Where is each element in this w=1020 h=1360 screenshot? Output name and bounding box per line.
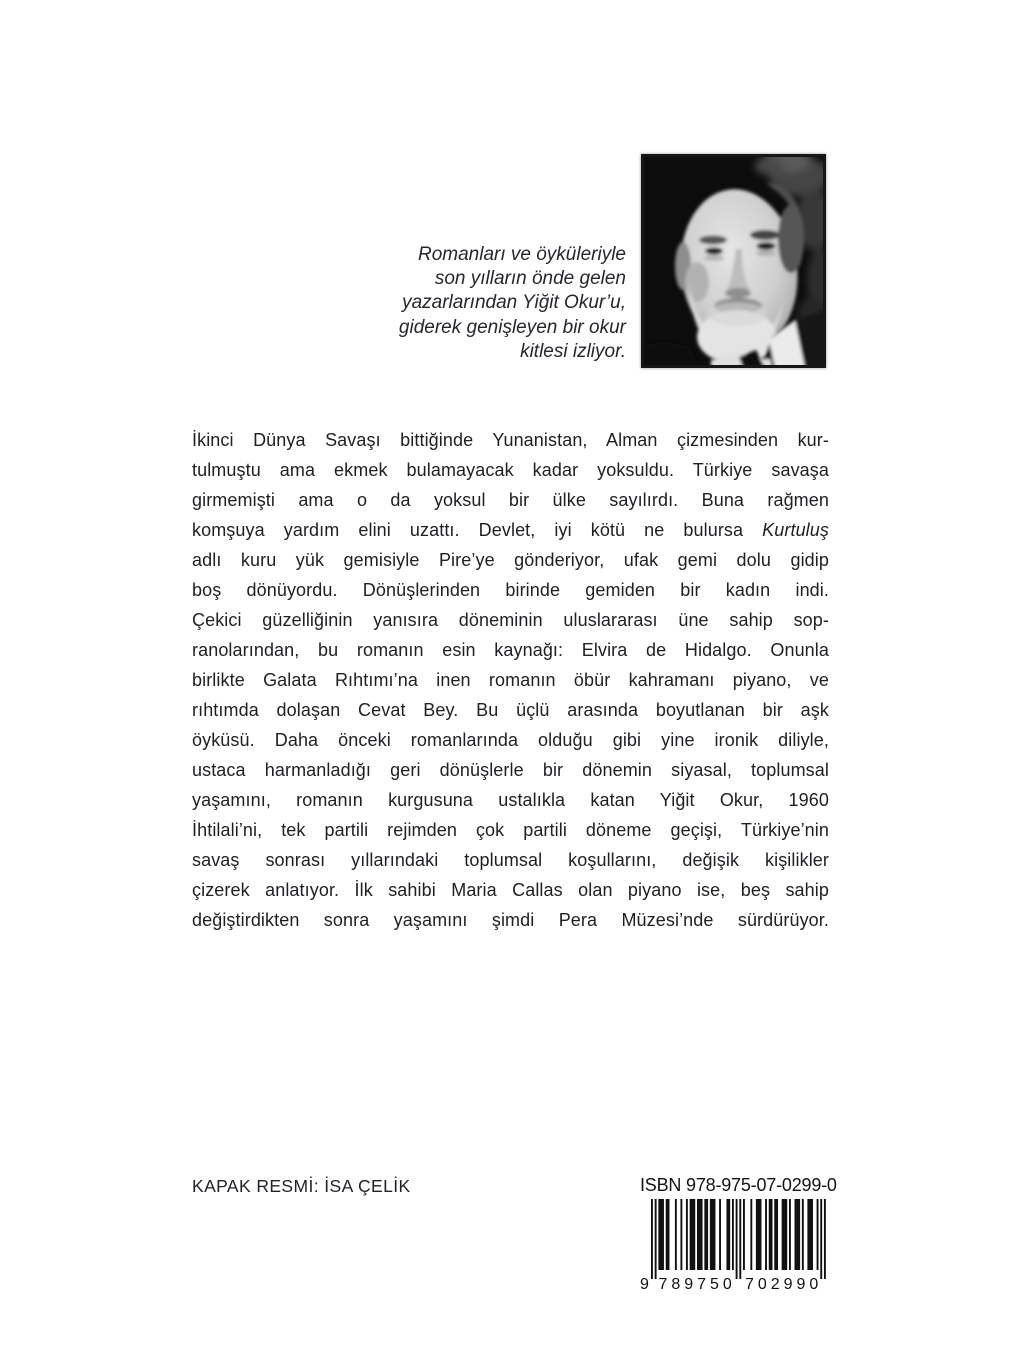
- paragraph-line: İhtilali’ni, tek partili rejimden çok partili döneme geçişi, Türkiye’nin: [192, 820, 829, 840]
- author-photo: [641, 154, 826, 368]
- svg-text:5: 5: [710, 1276, 719, 1292]
- paragraph-line: Çekici güzelliğinin yanısıra döneminin uluslararası üne sahip sop-: [192, 610, 829, 630]
- svg-text:0: 0: [722, 1276, 732, 1292]
- paragraph-line: boş dönüyordu. Dönüşlerinden birinde gemiden bir kadın indi.: [192, 580, 829, 600]
- intro-line: kitlesi izliyor.: [520, 340, 626, 362]
- paragraph-line: komşuya yardım elini uzattı. Devlet, iyi kötü ne bulursa Kurtuluş: [192, 520, 829, 540]
- paragraph-line: girmemişti ama o da yoksul bir ülke sayılırdı. Buna rağmen: [192, 490, 829, 510]
- paragraph-line: yaşamını, romanın kurgusuna ustalıkla katan Yiğit Okur, 1960: [192, 790, 829, 810]
- author-portrait-image: [641, 154, 826, 368]
- svg-text:7: 7: [658, 1276, 668, 1292]
- ean13-barcode-image: [640, 1199, 830, 1292]
- cover-credit: KAPAK RESMİ: İSA ÇELİK: [192, 1176, 411, 1196]
- intro-line: yazarlarından Yiğit Okur’u,: [402, 292, 626, 314]
- paragraph-line: ranolarından, bu romanın esin kaynağı: Elvira de Hidalgo. Onunla: [192, 640, 829, 660]
- isbn-label: ISBN 978-975-07-0299-0: [640, 1175, 837, 1195]
- paragraph-line: savaş sonrası yıllarındaki toplumsal koşullarını, değişik kişilikler: [192, 850, 829, 870]
- paragraph-line: çizerek anlatıyor. İlk sahibi Maria Callas olan piyano ise, beş sahip: [192, 880, 829, 900]
- paragraph-line: İkinci Dünya Savaşı bittiğinde Yunanistan, Alman çizmesinden kur-: [192, 430, 829, 450]
- paragraph-line: değiştirdikten sonra yaşamını şimdi Pera Müzesi’nde sürdürüyor.: [192, 910, 829, 930]
- paragraph-line: birlikte Galata Rıhtımı’na inen romanın öbür kahramanı piyano, ve: [192, 670, 829, 690]
- intro-line: son yılların önde gelen: [434, 268, 626, 290]
- svg-text:8: 8: [671, 1276, 681, 1292]
- intro-line: giderek genişleyen bir okur: [398, 316, 626, 338]
- paragraph-line: öyküsü. Daha önceki romanlarında olduğu gibi yine ironik diliyle,: [192, 730, 829, 750]
- paragraph-line: adlı kuru yük gemisiyle Pire’ye gönderiyor, ufak gemi dolu gidip: [192, 550, 829, 570]
- barcode: [640, 1199, 830, 1292]
- svg-text:9: 9: [783, 1276, 793, 1292]
- svg-text:0: 0: [757, 1276, 767, 1292]
- svg-text:7: 7: [744, 1276, 754, 1292]
- svg-text:9: 9: [796, 1276, 806, 1292]
- isbn-block: [640, 1175, 837, 1292]
- intro-blurb: [366, 243, 626, 364]
- svg-text:2: 2: [770, 1276, 780, 1292]
- paragraph-line: ustaca harmanladığı geri dönüşlerle bir dönemin siyasal, toplumsal: [192, 760, 829, 780]
- paragraph-line: rıhtımda dolaşan Cevat Bey. Bu üçlü arasında boyutlanan bir aşk: [192, 700, 829, 720]
- back-cover-paragraph: [192, 425, 829, 935]
- svg-text:9: 9: [640, 1276, 649, 1292]
- svg-text:7: 7: [697, 1276, 707, 1292]
- svg-text:0: 0: [809, 1276, 819, 1292]
- paragraph-line: tulmuştu ama ekmek bulamayacak kadar yoksuldu. Türkiye savaşa: [192, 460, 829, 480]
- svg-text:9: 9: [684, 1276, 694, 1292]
- intro-line: Romanları ve öyküleriyle: [417, 244, 626, 265]
